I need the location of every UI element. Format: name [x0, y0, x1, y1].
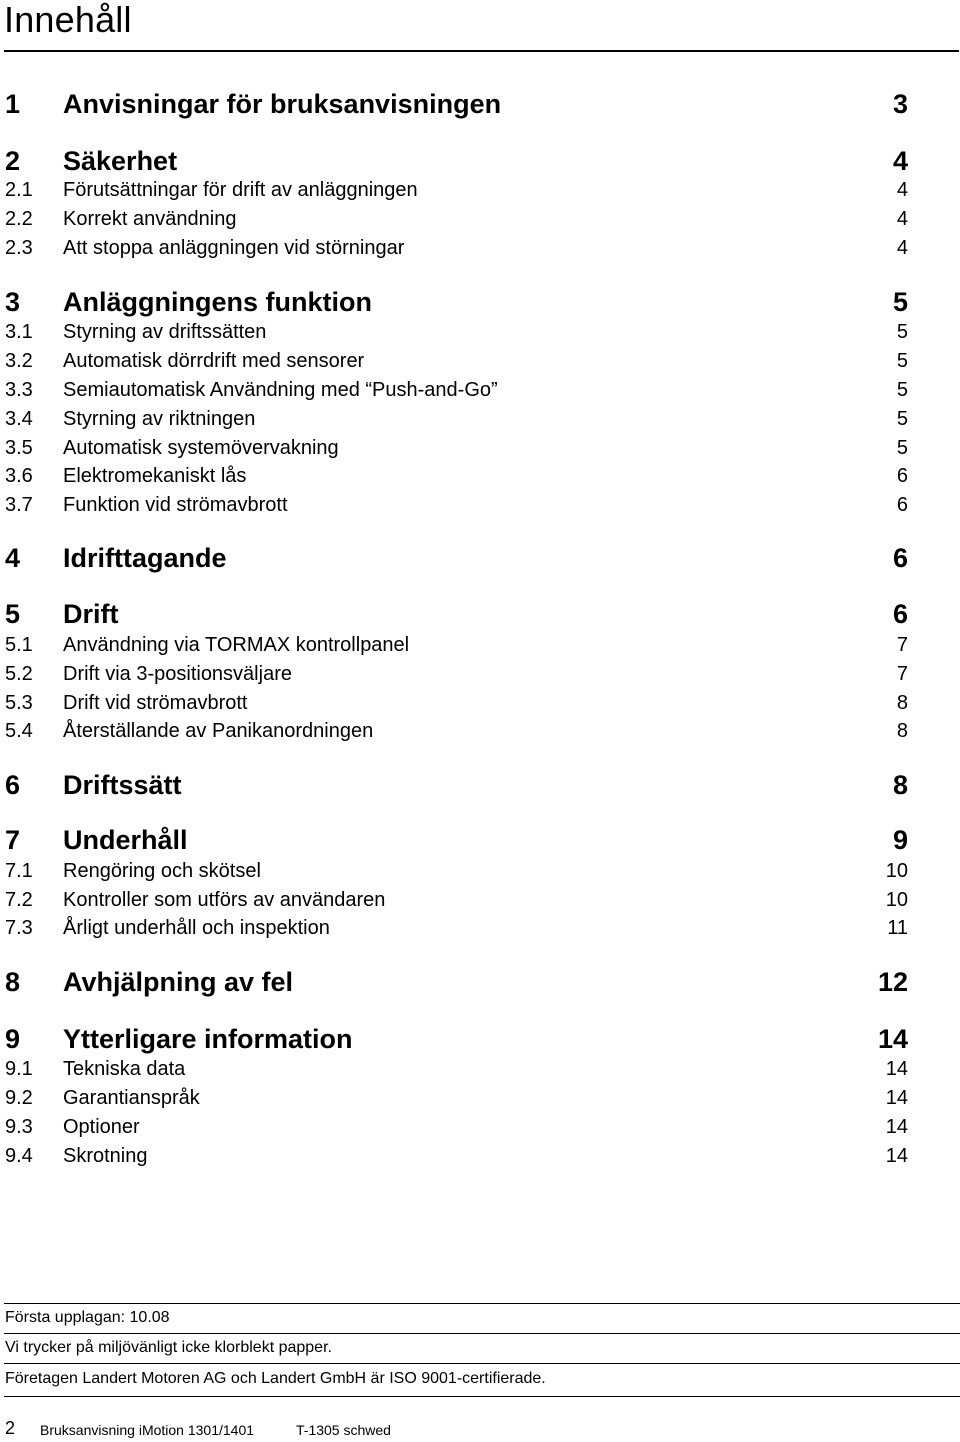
toc-entry-title: Drift: [63, 599, 119, 629]
footnote-divider-bottom: [4, 1396, 960, 1397]
toc-entry-page: 8: [896, 720, 908, 742]
toc-section-entry[interactable]: [0, 633, 960, 657]
toc-entry-title: Avhjälpning av fel: [63, 967, 294, 997]
toc-entry-number: 7: [5, 825, 21, 855]
toc-entry-number: 2.2: [5, 208, 33, 230]
toc-entry-title: Att stoppa anläggningen vid störningar: [63, 237, 405, 259]
toc-section-entry[interactable]: [0, 1144, 960, 1168]
toc-section-entry[interactable]: [0, 888, 960, 912]
toc-section-entry[interactable]: [0, 859, 960, 883]
toc-entry-number: 2.3: [5, 237, 33, 259]
toc-entry-number: 7.1: [5, 860, 33, 882]
footnote-divider-1: [4, 1333, 960, 1334]
toc-entry-title: Optioner: [63, 1116, 140, 1138]
paper-note: Vi trycker på miljövänligt icke klorblekt papper.: [5, 1339, 332, 1356]
toc-entry-page: 5: [896, 321, 908, 343]
toc-entry-title: Anläggningens funktion: [63, 287, 372, 317]
toc-entry-page: 8: [892, 770, 908, 800]
toc-section-entry[interactable]: [0, 1115, 960, 1139]
toc-entry-number: 2.1: [5, 179, 33, 201]
toc-section-entry[interactable]: [0, 320, 960, 344]
toc-entry-number: 7.2: [5, 889, 33, 911]
toc-entry-page: 8: [896, 692, 908, 714]
toc-entry-number: 3.5: [5, 437, 33, 459]
toc-entry-number: 7.3: [5, 917, 33, 939]
toc-entry-page: 6: [892, 543, 908, 573]
document-name: Bruksanvisning iMotion 1301/1401: [40, 1422, 255, 1438]
toc-entry-title: Garantianspråk: [63, 1087, 200, 1109]
toc-entry-page: 14: [885, 1087, 908, 1109]
toc-entry-number: 9.4: [5, 1145, 33, 1167]
toc-section-entry[interactable]: [0, 662, 960, 686]
toc-entry-number: 5.3: [5, 692, 33, 714]
toc-entry-title: Idrifttagande: [63, 543, 227, 573]
toc-entry-title: Elektromekaniskt lås: [63, 465, 247, 487]
toc-section-entry[interactable]: [0, 719, 960, 743]
toc-entry-page: 4: [896, 179, 908, 201]
toc-entry-page: 7: [896, 634, 908, 656]
toc-entry-page: 9: [892, 825, 908, 855]
toc-entry-title: Säkerhet: [63, 146, 178, 176]
toc-section-entry[interactable]: [0, 349, 960, 373]
toc-entry-title: Användning via TORMAX kontrollpanel: [63, 634, 410, 656]
toc-entry-page: 5: [896, 379, 908, 401]
toc-entry-page: 5: [896, 350, 908, 372]
toc-entry-number: 8: [5, 967, 21, 997]
toc-chapter-entry[interactable]: [0, 88, 960, 120]
toc-entry-number: 9.2: [5, 1087, 33, 1109]
toc-entry-title: Automatisk systemövervakning: [63, 437, 339, 459]
toc-entry-number: 3.4: [5, 408, 33, 430]
toc-section-entry[interactable]: [0, 236, 960, 260]
toc-entry-page: 14: [885, 1058, 908, 1080]
toc-entry-title: Återställande av Panikanordningen: [63, 720, 374, 742]
toc-entry-title: Driftssätt: [63, 770, 182, 800]
toc-entry-title: Automatisk dörrdrift med sensorer: [63, 350, 365, 372]
title-divider: [4, 50, 959, 52]
toc-entry-title: Styrning av riktningen: [63, 408, 256, 430]
toc-entry-number: 3.2: [5, 350, 33, 372]
toc-entry-title: Styrning av driftssätten: [63, 321, 267, 343]
toc-entry-title: Ytterligare information: [63, 1024, 353, 1054]
toc-entry-number: 9.1: [5, 1058, 33, 1080]
toc-entry-page: 4: [892, 146, 908, 176]
toc-entry-title: Anvisningar för bruksanvisningen: [63, 89, 502, 119]
toc-section-entry[interactable]: [0, 691, 960, 715]
toc-entry-page: 4: [896, 208, 908, 230]
page-number: 2: [5, 1418, 16, 1438]
toc-section-entry[interactable]: [0, 207, 960, 231]
toc-entry-title: Förutsättningar för drift av anläggningen: [63, 179, 418, 201]
toc-entry-title: Drift via 3-positionsväljare: [63, 663, 292, 685]
toc-entry-page: 7: [896, 663, 908, 685]
toc-entry-title: Korrekt användning: [63, 208, 237, 230]
toc-section-entry[interactable]: [0, 378, 960, 402]
toc-entry-title: Semiautomatisk Användning med “Push-and-Go”: [63, 379, 498, 401]
edition-note: Första upplagan: 10.08: [5, 1309, 170, 1326]
toc-chapter-entry[interactable]: [0, 286, 960, 318]
toc-entry-title: Rengöring och skötsel: [63, 860, 261, 882]
toc-entry-page: 5: [892, 287, 908, 317]
toc-entry-page: 12: [877, 967, 908, 997]
toc-section-entry[interactable]: [0, 916, 960, 940]
toc-entry-title: Drift vid strömavbrott: [63, 692, 248, 714]
toc-chapter-entry[interactable]: [0, 542, 960, 574]
toc-entry-title: Kontroller som utförs av användaren: [63, 889, 386, 911]
toc-section-entry[interactable]: [0, 464, 960, 488]
toc-entry-title: Funktion vid strömavbrott: [63, 494, 288, 516]
toc-entry-number: 5.2: [5, 663, 33, 685]
toc-section-entry[interactable]: [0, 436, 960, 460]
toc-entry-number: 5.4: [5, 720, 33, 742]
toc-entry-number: 9.3: [5, 1116, 33, 1138]
toc-entry-number: 9: [5, 1024, 21, 1054]
toc-entry-number: 3.6: [5, 465, 33, 487]
toc-entry-page: 5: [896, 408, 908, 430]
toc-entry-number: 2: [5, 146, 21, 176]
footnote-divider-top: [4, 1303, 960, 1304]
toc-entry-title: Årligt underhåll och inspektion: [63, 917, 330, 939]
toc-entry-number: 5.1: [5, 634, 33, 656]
toc-entry-page: 6: [896, 494, 908, 516]
toc-entry-page: 4: [896, 237, 908, 259]
toc-entry-title: Tekniska data: [63, 1058, 186, 1080]
toc-entry-page: 14: [885, 1116, 908, 1138]
toc-entry-number: 3.3: [5, 379, 33, 401]
toc-entry-number: 3.1: [5, 321, 33, 343]
toc-entry-number: 5: [5, 599, 21, 629]
toc-entry-number: 3: [5, 287, 21, 317]
toc-entry-page: 5: [896, 437, 908, 459]
toc-entry-page: 3: [892, 89, 908, 119]
toc-chapter-entry[interactable]: [0, 769, 960, 801]
toc-chapter-entry[interactable]: [0, 598, 960, 630]
toc-chapter-entry[interactable]: [0, 824, 960, 856]
toc-section-entry[interactable]: [0, 1086, 960, 1110]
toc-section-entry[interactable]: [0, 178, 960, 202]
toc-entry-page: 6: [896, 465, 908, 487]
toc-entry-number: 3.7: [5, 494, 33, 516]
toc-entry-title: Skrotning: [63, 1145, 148, 1167]
footnote-divider-2: [4, 1363, 960, 1364]
toc-entry-number: 4: [5, 543, 21, 573]
toc-entry-number: 1: [5, 89, 21, 119]
toc-entry-page: 6: [892, 599, 908, 629]
toc-chapter-entry[interactable]: [0, 966, 960, 998]
toc-chapter-entry[interactable]: [0, 1023, 960, 1055]
toc-section-entry[interactable]: [0, 493, 960, 517]
toc-entry-page: 10: [885, 889, 908, 911]
toc-entry-title: Underhåll: [63, 825, 188, 855]
toc-entry-page: 10: [885, 860, 908, 882]
certification-note: Företagen Landert Motoren AG och Landert GmbH är ISO 9001-certifierade.: [5, 1370, 546, 1387]
toc-entry-page: 11: [887, 917, 908, 939]
document-code: T-1305 schwed: [296, 1422, 391, 1438]
toc-entry-page: 14: [877, 1024, 908, 1054]
toc-section-entry[interactable]: [0, 407, 960, 431]
page-title: Innehåll: [4, 0, 132, 40]
toc-entry-page: 14: [885, 1145, 908, 1167]
toc-section-entry[interactable]: [0, 1057, 960, 1081]
toc-entry-number: 6: [5, 770, 21, 800]
toc-chapter-entry[interactable]: [0, 145, 960, 177]
